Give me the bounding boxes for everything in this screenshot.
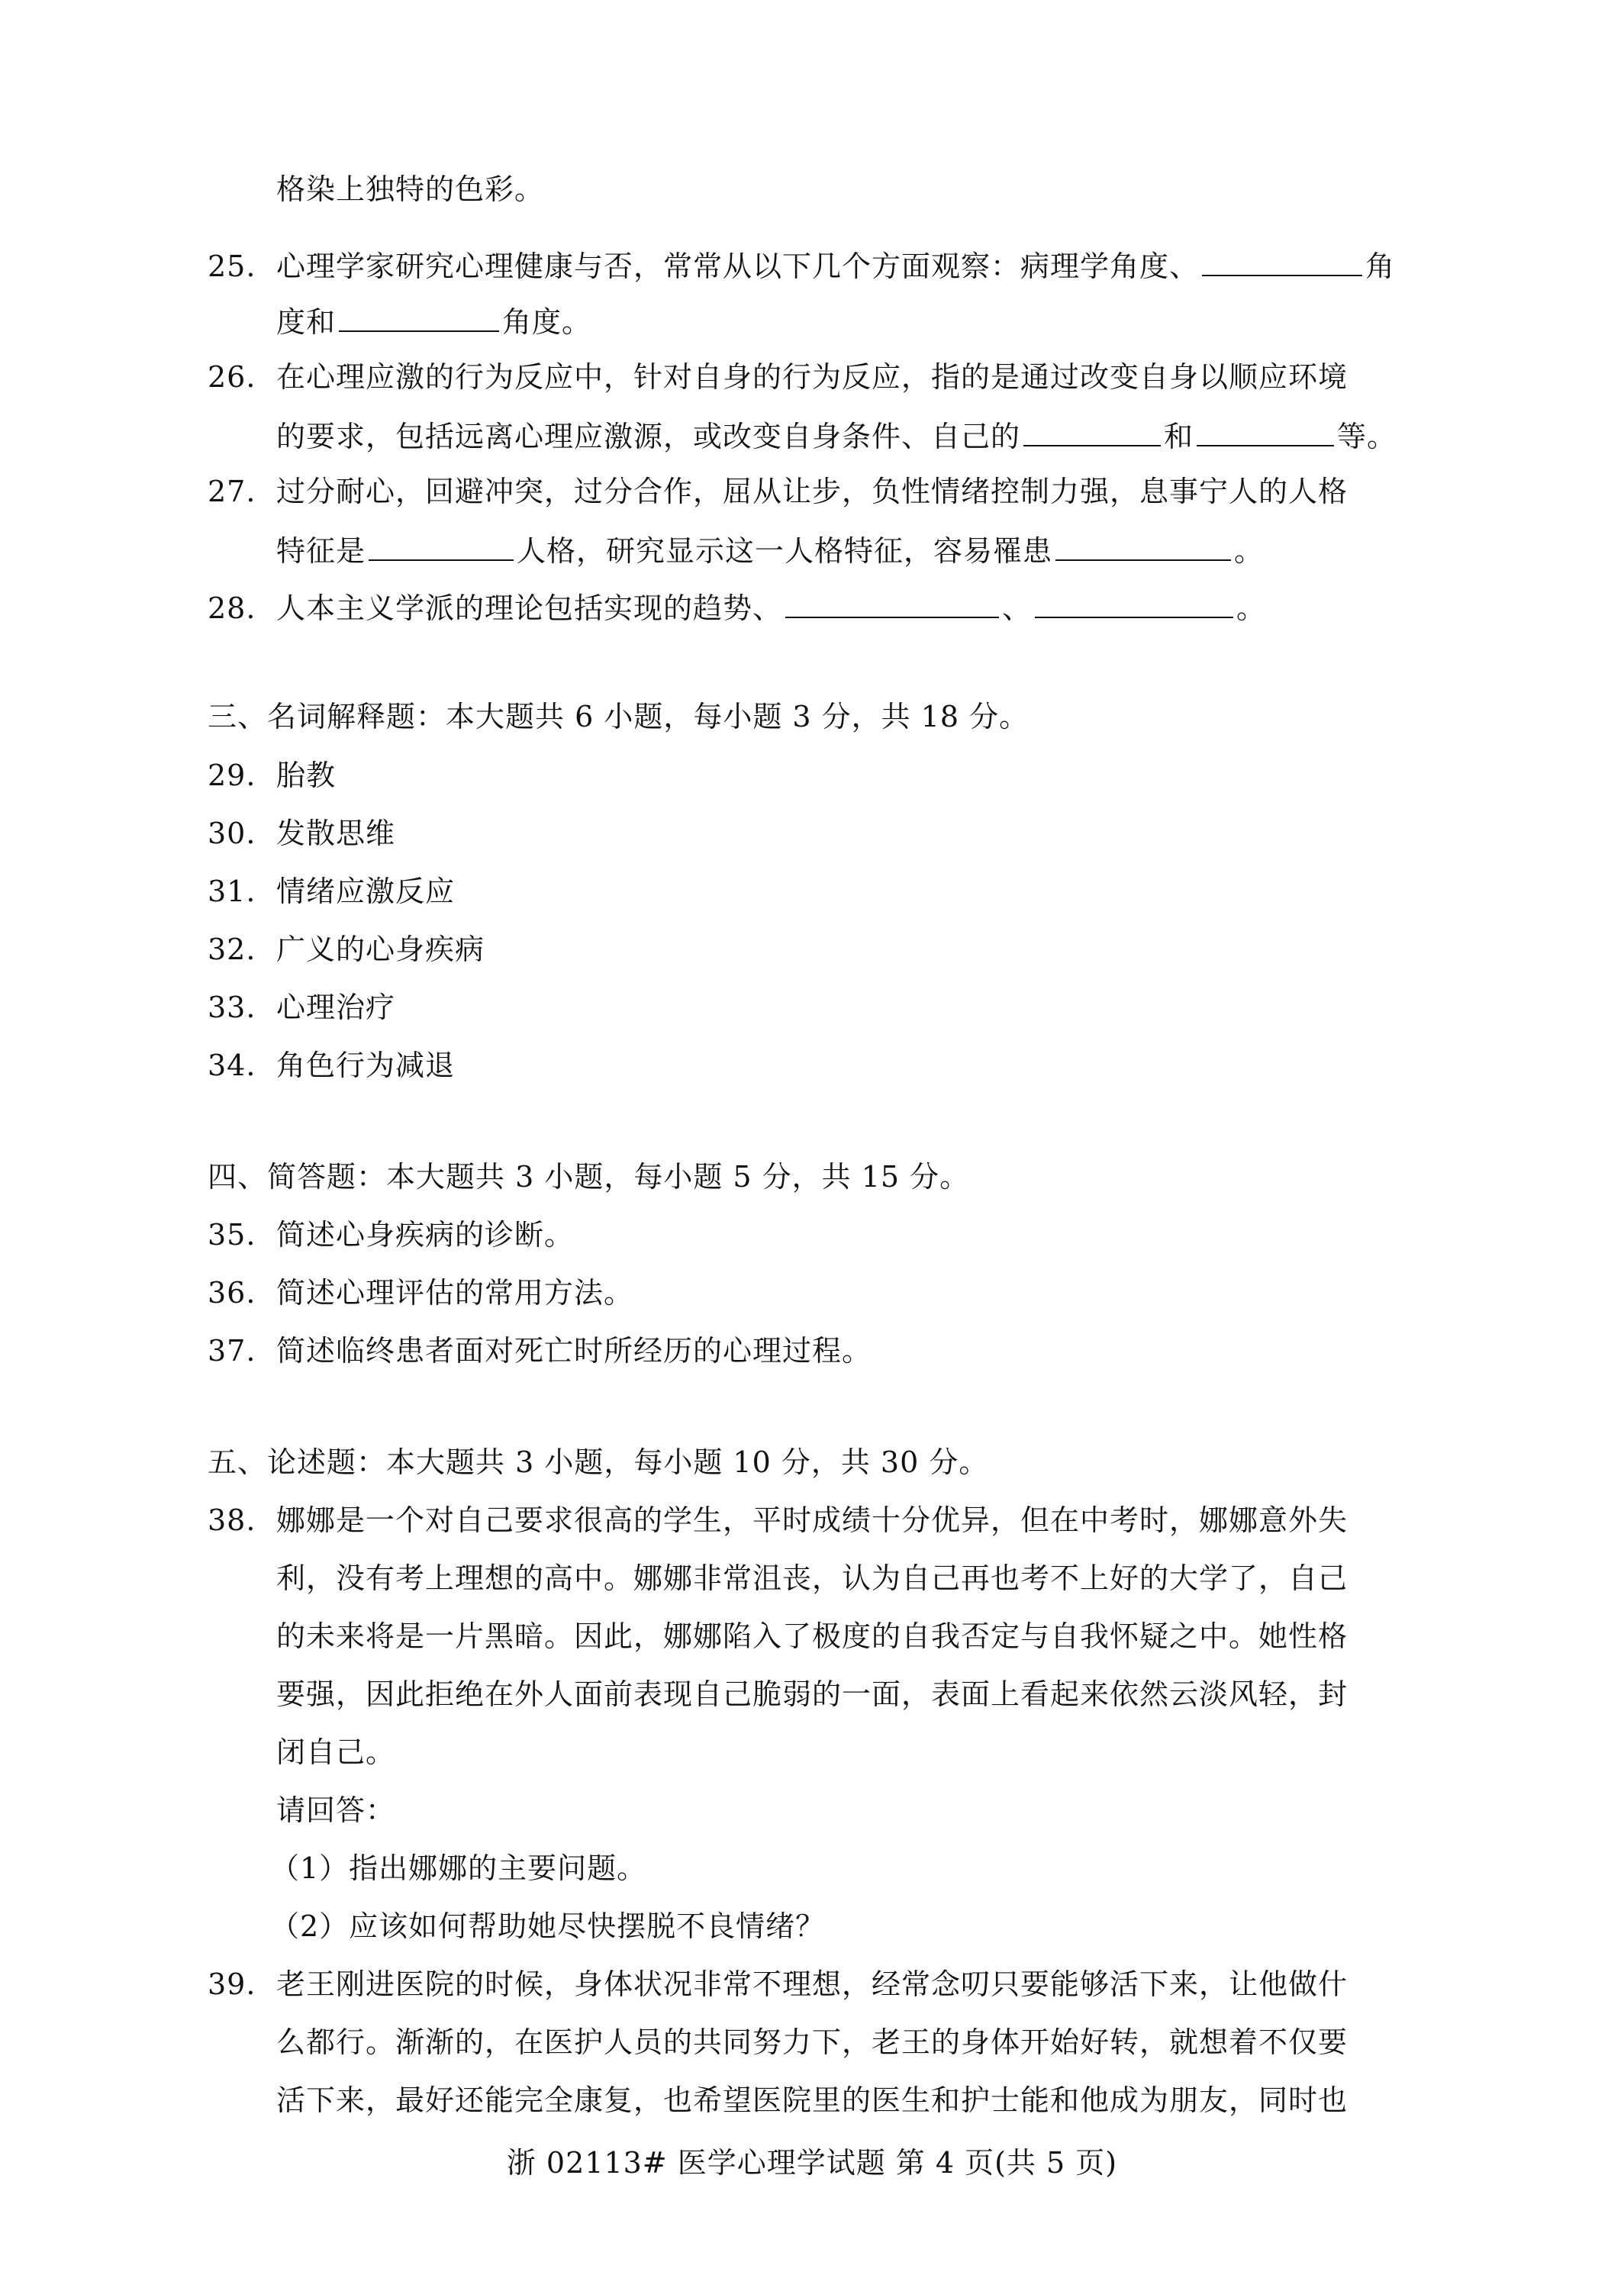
question-33-line (208, 988, 395, 1027)
question-38-number: 38. (208, 1503, 256, 1537)
question-26-number: 26. (208, 360, 256, 394)
question-38-text-2: 利，没有考上理想的高中。娜娜非常沮丧，认为自己再也考不上好的大学了，自己 (276, 1561, 1348, 1595)
question-30-number: 30. (208, 817, 256, 850)
question-25-text-b: 角 (1365, 250, 1396, 283)
question-38-line-4 (276, 1674, 1348, 1714)
question-38-sub-2-text: （2）应该如何帮助她尽快摆脱不良情绪？ (270, 1909, 826, 1943)
question-25-text-c: 度和 (276, 305, 337, 339)
question-36-number: 36. (208, 1276, 256, 1310)
question-38-sub-2 (270, 1906, 825, 1946)
question-38-prompt-text: 请回答： (276, 1793, 396, 1827)
question-28-blank-2[interactable] (1035, 586, 1233, 618)
question-25-blank-1[interactable] (1202, 244, 1362, 276)
question-39-text-3: 活下来，最好还能完全康复，也希望医院里的医生和护士能和他成为朋友，同时也 (276, 2083, 1348, 2117)
question-25-line-1 (208, 244, 1395, 286)
question-35-line (208, 1215, 574, 1255)
q24-tail-line (276, 169, 544, 209)
question-34-line (208, 1046, 455, 1085)
question-35-number: 35. (208, 1218, 256, 1252)
question-29-text: 胎教 (276, 759, 337, 792)
question-26-blank-2[interactable] (1197, 414, 1334, 446)
question-39-line-1 (208, 1964, 1348, 2004)
question-39-line-2 (276, 2022, 1348, 2062)
question-38-prompt (276, 1790, 395, 1830)
question-27-text-b: 特征是 (276, 534, 366, 568)
question-35-text: 简述心身疾病的诊断。 (276, 1218, 575, 1252)
question-38-line-5 (276, 1732, 395, 1772)
question-28-number: 28. (208, 591, 256, 625)
question-27-blank-1[interactable] (369, 529, 514, 561)
question-29-number: 29. (208, 759, 256, 792)
question-28-text-b: 、 (1002, 591, 1033, 625)
question-31-line (208, 872, 455, 911)
question-30-text: 发散思维 (276, 817, 396, 850)
question-38-text-4: 要强，因此拒绝在外人面前表现自己脆弱的一面，表面上看起来依然云淡风轻，封 (276, 1677, 1348, 1711)
section-5-heading: 五、论述题：本大题共 3 小题，每小题 10 分，共 30 分。 (208, 1445, 989, 1479)
question-38-line-2 (276, 1558, 1348, 1598)
question-26-text-c: 和 (1164, 420, 1194, 453)
question-28-line (208, 586, 1266, 628)
question-38-sub-1 (270, 1848, 646, 1888)
question-29-line (208, 756, 336, 795)
question-39-line-3 (276, 2080, 1348, 2120)
question-25-text-d: 角度。 (502, 305, 592, 339)
question-28-blank-1[interactable] (785, 586, 999, 618)
q24-tail-text: 格染上独特的色彩。 (276, 172, 545, 206)
question-38-line-3 (276, 1616, 1348, 1656)
question-28-text-a: 人本主义学派的理论包括实现的趋势、 (276, 591, 783, 625)
question-33-text: 心理治疗 (276, 991, 396, 1024)
question-30-line (208, 814, 395, 853)
question-26-text-d: 等。 (1337, 420, 1397, 453)
question-34-number: 34. (208, 1049, 256, 1082)
question-32-text: 广义的心身疾病 (276, 933, 485, 966)
question-27-text-d: 。 (1234, 534, 1265, 568)
question-39-text-1: 老王刚进医院的时候，身体状况非常不理想，经常念叨只要能够活下来，让他做什 (276, 1967, 1348, 2001)
question-37-number: 37. (208, 1334, 256, 1368)
question-32-number: 32. (208, 933, 256, 966)
question-38-text-3: 的未来将是一片黑暗。因此，娜娜陷入了极度的自我否定与自我怀疑之中。她性格 (276, 1619, 1348, 1653)
question-25-blank-2[interactable] (339, 300, 499, 332)
question-27-number: 27. (208, 475, 256, 508)
question-28-text-c: 。 (1236, 591, 1267, 625)
question-32-line (208, 930, 485, 969)
question-31-number: 31. (208, 875, 256, 908)
question-38-text-5: 闭自己。 (276, 1735, 396, 1769)
question-27-line-1 (208, 472, 1348, 511)
question-39-number: 39. (208, 1967, 256, 2001)
question-26-text-a: 在心理应激的行为反应中，针对自身的行为反应，指的是通过改变自身以顺应环境 (276, 360, 1348, 394)
question-36-line (208, 1273, 633, 1313)
page-footer: 浙 02113# 医学心理学试题 第 4 页(共 5 页) (506, 2146, 1118, 2180)
question-38-text-1: 娜娜是一个对自己要求很高的学生，平时成绩十分优异，但在中考时，娜娜意外失 (276, 1503, 1348, 1537)
question-33-number: 33. (208, 991, 256, 1024)
question-27-blank-2[interactable] (1055, 529, 1231, 561)
question-31-text: 情绪应激反应 (276, 875, 456, 908)
section-4-heading: 四、简答题：本大题共 3 小题，每小题 5 分，共 15 分。 (208, 1160, 970, 1194)
question-27-text-c: 人格，研究显示这一人格特征，容易罹患 (517, 534, 1053, 568)
section-3-heading: 三、名词解释题：本大题共 6 小题，每小题 3 分，共 18 分。 (208, 700, 1030, 733)
question-25-line-2 (276, 300, 591, 342)
question-25-number: 25. (208, 250, 256, 283)
question-26-blank-1[interactable] (1023, 414, 1161, 446)
question-27-text-a: 过分耐心，回避冲突，过分合作，屈从让步，负性情绪控制力强，息事宁人的人格 (276, 475, 1348, 508)
question-37-line (208, 1331, 872, 1371)
question-39-text-2: 么都行。渐渐的，在医护人员的共同努力下，老王的身体开始好转，就想着不仅要 (276, 2025, 1348, 2059)
question-25-text-a: 心理学家研究心理健康与否，常常从以下几个方面观察：病理学角度、 (276, 250, 1200, 283)
question-38-sub-1-text: （1）指出娜娜的主要问题。 (270, 1851, 647, 1885)
question-27-line-2 (276, 529, 1264, 571)
question-38-line-1 (208, 1500, 1348, 1540)
question-26-text-b: 的要求，包括远离心理应激源，或改变自身条件、自己的 (276, 420, 1021, 453)
question-26-line-1 (208, 357, 1348, 397)
question-36-text: 简述心理评估的常用方法。 (276, 1276, 634, 1310)
question-26-line-2 (276, 414, 1397, 456)
question-37-text: 简述临终患者面对死亡时所经历的心理过程。 (276, 1334, 872, 1368)
question-34-text: 角色行为减退 (276, 1049, 456, 1082)
